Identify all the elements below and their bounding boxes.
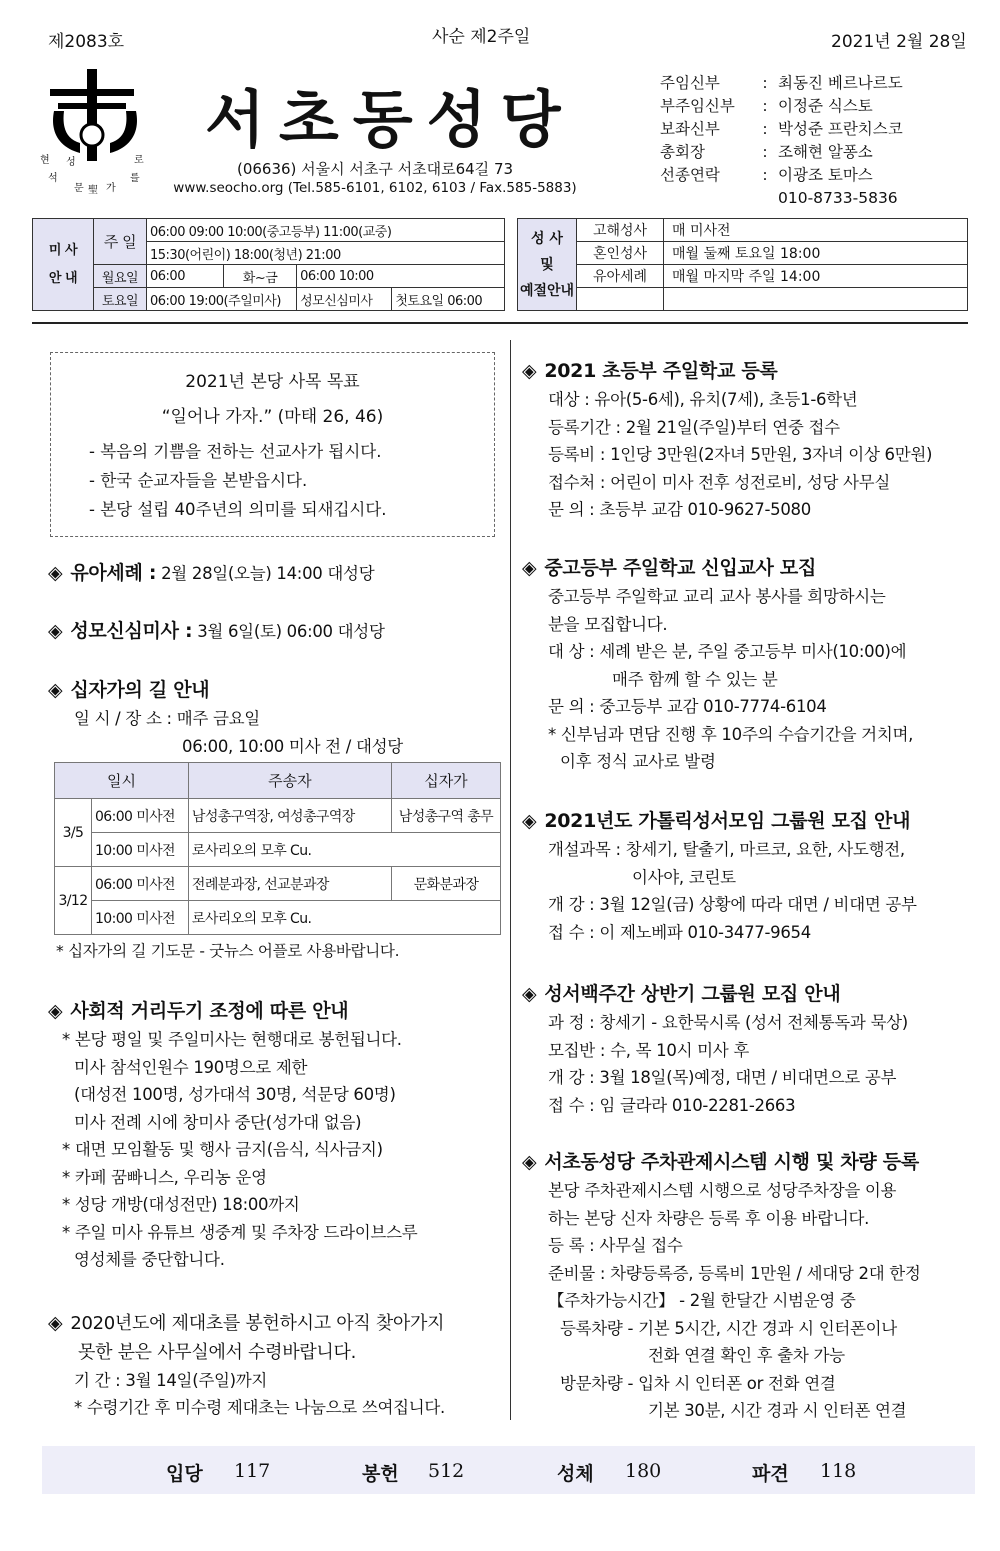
staff-row: 선종연락 : 이광조 토마스 [660, 166, 873, 184]
marian-mass-label: 성모신심미사 [297, 288, 392, 311]
sunday-school-section: ◈ 2021 초등부 주일학교 등록 대상 : 유아(5-6세), 유치(7세), 초등1-6학년 등록기간 : 2월 21일(주일)부터 연중 접수 등록비 : 1인당 3만원(2자녀 5만원, 3자녀 이상 6만원) 접수처 : 어린이 미사 전후 성전로비, 성당 사무실 문 의 : 초등부 교감 010-9627-5080 [522, 360, 933, 519]
first-saturday-time: 첫토요일 06:00 [392, 288, 505, 311]
stat-label: 성체 [557, 1463, 594, 1485]
staff-row: 부주임신부 : 이정준 식스토 [660, 97, 873, 115]
staff-row: 총회장 : 조해현 알퐁소 [660, 143, 873, 161]
sacraments-table [517, 218, 968, 311]
bible-study-section: ◈ 2021년도 가톨릭성서모임 그룹원 모집 안내 개설과목 : 창세기, 탈출기, 마르코, 요한, 사도행전, 이사야, 코린토 개 강 : 3월 12일(금) 상황에 따라 대면 / 비대면 공부 접 수 : 이 제노베파 010-3477-9654 [522, 810, 917, 942]
parish-goal-box [50, 352, 495, 537]
monday-time: 06:00 [147, 265, 224, 288]
sacrament-time: 매월 마지막 주일 14:00 [664, 265, 968, 288]
sacrament-name: 유아세례 [577, 265, 664, 288]
way-of-cross-note: * 십자가의 길 기도문 - 굿뉴스 어플로 사용바랍니다. [56, 942, 400, 960]
staff-row: 보좌신부 : 박성준 프란치스코 [660, 120, 903, 138]
staff-row: 주임신부 : 최동진 베르나르도 [660, 74, 903, 92]
section-title: 2021년도 가톨릭성서모임 그룹원 모집 안내 [544, 810, 911, 832]
teacher-recruit-section: ◈ 중고등부 주일학교 신입교사 모집 중고등부 주일학교 교리 교사 봉사를 희망하시는 분을 모집합니다. 대 상 : 세례 받은 분, 주일 중고등부 미사(10:00)에 매주 함께 할 수 있는 분 문 의 : 중고등부 교감 010-7774-6104 * 신부님과 면담 진행 후 10주의 수습기간을 거치며, 이후 정식 교사로 발령 [522, 557, 914, 771]
sacrament-time: 매 미사전 [664, 219, 968, 242]
way-of-cross-table: 일시 주송자 십자가 3/5 06:00 미사전 남성총구역장, 여성총구역장 남성총구역 총무 10:00 미사전 로사리오의 모후 Cu. 3/12 06:00 미사전 전례분과장, 선교분과장 문화분과장 10:00 미사전 로사리오의 모후 Cu. [54, 762, 501, 935]
church-logo: 현 성 로 석 문 聖 가 를 [40, 65, 150, 205]
mass-guide-label: 미 사 안 내 [33, 219, 94, 311]
stat-label: 봉헌 [362, 1463, 399, 1485]
sacraments-label: 성 사 및 예절안내 [518, 219, 577, 311]
distancing-section: ◈ 사회적 거리두기 조정에 따른 안내 * 본당 평일 및 주일미사는 현행대로 봉헌됩니다. 미사 참석인원수 190명으로 제한 (대성전 100명, 성가대석 30명, 석문당 60명) 미사 전례 시에 창미사 중단(성가대 없음) * 대면 모임활동 및 행사 금지(음식, 식사금지) * 카페 꿈빠니스, 우리농 운영 * 성당 개방(대성전만) 18:00까지 * 주일 미사 유튜브 생중계 및 주차장 드라이브스루 영성체를 중단합니다. [48, 1000, 418, 1269]
sacrament-name: 고해성사 [577, 219, 664, 242]
goal-motto: “일어나 가자.” (마태 26, 46) [161, 407, 384, 427]
monday-label: 월요일 [94, 265, 147, 288]
weekday-label: 화~금 [224, 265, 297, 288]
issue-number: 제2083호 [48, 32, 125, 52]
saturday-time: 06:00 19:00(주일미사) [147, 288, 297, 311]
stat-value: 117 [234, 1460, 271, 1482]
marian-mass-notice: ◈ 성모신심미사 : 3월 6일(토) 06:00 대성당 [48, 620, 385, 642]
infant-baptism-notice: ◈ 유아세례 : 2월 28일(오늘) 14:00 대성당 [48, 562, 375, 584]
attendance-stats-bar [42, 1446, 975, 1494]
sunday-times-2: 15:30(어린이) 18:00(청년) 21:00 [147, 242, 505, 265]
section-title: 사회적 거리두기 조정에 따른 안내 [70, 1000, 349, 1022]
section-title: 서초동성당 주차관제시스템 시행 및 차량 등록 [544, 1151, 919, 1173]
stat-value: 118 [820, 1460, 857, 1482]
sunday-times-1: 06:00 09:00 10:00(중고등부) 11:00(교중) [147, 219, 505, 242]
goal-item: - 본당 설립 40주년의 의미를 되새깁시다. [89, 500, 387, 519]
table-row: 10:00 미사전 로사리오의 모후 Cu. [55, 833, 501, 867]
saturday-label: 토요일 [94, 288, 147, 311]
goal-item: - 한국 순교자들을 본받읍시다. [89, 471, 308, 490]
header-divider [32, 322, 968, 324]
sacrament-time: 매월 둘째 토요일 18:00 [664, 242, 968, 265]
stat-value: 512 [428, 1460, 465, 1482]
sacrament-name: 혼인성사 [577, 242, 664, 265]
mass-schedule-table [32, 218, 505, 311]
table-row: 3/5 06:00 미사전 남성총구역장, 여성총구역장 남성총구역 총무 [55, 799, 501, 833]
staff-phone: 010-8733-5836 [778, 189, 898, 207]
bible-week-section: ◈ 성서백주간 상반기 그룹원 모집 안내 과 정 : 창세기 - 요한묵시록 (성서 전체통독과 묵상) 모집반 : 수, 목 10시 미사 후 개 강 : 3월 18일(목)예정, 대면 / 비대면으로 공부 접 수 : 임 글라라 010-2281-2663 [522, 983, 908, 1115]
parking-section: ◈ 서초동성당 주차관제시스템 시행 및 차량 등록 본당 주차관제시스템 시행으로 성당주차장을 이용 하는 본당 신자 차량은 등록 후 이용 바랍니다. 등 록 : 사무실 접수 준비물 : 차량등록증, 등록비 1만원 / 세대당 2대 한정 【주차가능시간】 - 2월 한달간 시범운영 중 등록차량 - 기본 5시간, 시간 경과 시 인터폰이나 전화 연결 확인 후 출차 가능 방문차량 - 입차 시 인터폰 or 전화 연결 기본 30분, 시간 경과 시 인터폰 연결 [522, 1151, 921, 1420]
staff-list [660, 72, 903, 210]
church-contact: www.seocho.org (Tel.585-6101, 6102, 6103 / Fax.585-5883) [173, 180, 577, 196]
table-row: 10:00 미사전 로사리오의 모후 Cu. [55, 901, 501, 935]
section-title: 2021 초등부 주일학교 등록 [544, 360, 778, 382]
section-title: 중고등부 주일학교 신입교사 모집 [544, 557, 817, 579]
stat-label: 입당 [166, 1463, 203, 1485]
way-of-cross-section: ◈ 십자가의 길 안내 일 시 / 장 소 : 매주 금요일 06:00, 10:00 미사 전 / 대성당 [48, 679, 403, 756]
church-name: 서초동성당 [205, 83, 575, 156]
column-divider [510, 340, 511, 1420]
section-title: 성서백주간 상반기 그룹원 모집 안내 [544, 983, 841, 1005]
liturgical-day: 사순 제2주일 [432, 27, 531, 47]
goal-item: - 복음의 기쁨을 전하는 선교사가 됩시다. [89, 442, 382, 461]
sunday-label: 주 일 [94, 219, 147, 265]
table-row: 3/12 06:00 미사전 전례분과장, 선교분과장 문화분과장 [55, 867, 501, 901]
stat-value: 180 [625, 1460, 662, 1482]
goal-title: 2021년 본당 사목 목표 [185, 372, 360, 392]
weekday-time: 06:00 10:00 [297, 265, 505, 288]
altar-candle-notice: ◈ 2020년도에 제대초를 봉헌하시고 아직 찾아가지 못한 분은 사무실에서 수령바랍니다. 기 간 : 3월 14일(주일)까지 * 수령기간 후 미수령 제대초는 나눔으로 쓰여집니다. [48, 1312, 445, 1417]
section-title: 십자가의 길 안내 [70, 679, 210, 701]
church-address: (06636) 서울시 서초구 서초대로64길 73 [236, 160, 514, 178]
stat-label: 파견 [752, 1463, 789, 1485]
bulletin-date: 2021년 2월 28일 [831, 32, 967, 52]
